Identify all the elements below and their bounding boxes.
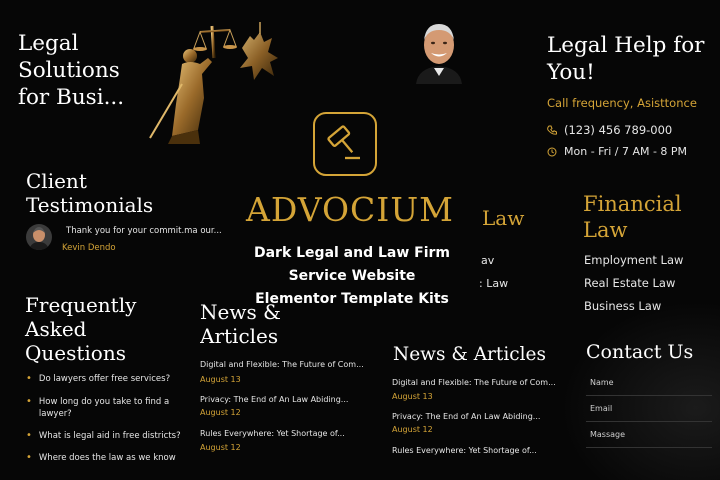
help-title: Legal Help for You!	[547, 33, 705, 85]
tagline-line: Service Website	[288, 268, 416, 284]
law-fragment-item[interactable]: : Law	[479, 277, 509, 290]
faq-item[interactable]	[26, 373, 196, 385]
testimonials-title: Client Testimonials	[26, 169, 154, 217]
faq-question: Do lawyers offer free services?	[38, 374, 171, 384]
law-fragment-item[interactable]: av	[481, 254, 495, 267]
news-item-date: August 12	[200, 443, 241, 452]
faq-question: How long do you take to find a lawyer?	[38, 397, 170, 419]
bullet-icon: •	[26, 373, 32, 384]
news-item-title[interactable]: Digital and Flexible: The Future of Com...	[200, 360, 364, 369]
testimonial-author: Kevin Dendo	[62, 243, 116, 253]
hero-title: Legal Solutions for Busi...	[18, 31, 125, 110]
contact-message-field[interactable]	[586, 426, 712, 448]
lady-justice-statue-image	[142, 18, 302, 146]
name-field-label: Name	[590, 378, 614, 387]
practice-link-real-estate[interactable]: Real Estate Law	[584, 276, 676, 290]
news-item-date: August 13	[392, 392, 433, 401]
contact-title: Contact Us	[586, 341, 694, 363]
news-partial-title: News & Articles	[200, 300, 281, 344]
clock-icon	[547, 147, 557, 157]
law-fragment-title: Law	[482, 206, 525, 230]
practice-link-business[interactable]: Business Law	[584, 299, 662, 313]
news-item-title[interactable]: Privacy: The End of An Law Abiding...	[200, 395, 349, 404]
testimonial-quote: Thank you for your commit.ma our...	[66, 226, 222, 236]
bullet-icon: •	[26, 396, 32, 407]
bullet-icon: •	[26, 452, 32, 463]
news-item-title[interactable]: Privacy: The End of An Law Abiding...	[392, 412, 541, 421]
financial-law-title: Financial Law	[583, 192, 682, 242]
faq-item[interactable]	[26, 396, 196, 420]
email-field-label: Email	[590, 404, 613, 413]
news-item-title[interactable]: Digital and Flexible: The Future of Com...	[392, 378, 556, 387]
practice-link-employment[interactable]: Employment Law	[584, 253, 684, 267]
bullet-icon: •	[26, 430, 32, 441]
news-item-date: August 13	[200, 375, 241, 384]
faq-item[interactable]	[26, 452, 196, 464]
lawyer-portrait-image	[414, 18, 464, 84]
news-title: News & Articles	[393, 344, 546, 365]
faq-question: What is legal aid in free districts?	[38, 431, 181, 441]
gavel-logo-box	[313, 112, 377, 176]
help-phone: (123) 456 789-000	[564, 123, 673, 137]
help-call-text: Call frequency, Asisttonce	[547, 96, 697, 110]
brand-name: ADVOCIUM	[246, 190, 454, 229]
gavel-icon	[315, 114, 375, 174]
contact-name-field[interactable]	[586, 374, 712, 396]
testimonial-avatar	[26, 224, 52, 250]
tagline-line: Elementor Template Kits	[255, 291, 449, 307]
faq-item[interactable]	[26, 430, 196, 442]
news-item-title[interactable]: Rules Everywhere: Yet Shortage of...	[200, 429, 345, 438]
phone-icon	[547, 125, 557, 135]
news-item-date: August 12	[200, 408, 241, 417]
news-item-date: August 12	[392, 425, 433, 434]
faq-question: Where does the law as we know	[38, 453, 176, 463]
news-item-title[interactable]: Rules Everywhere: Yet Shortage of...	[392, 446, 537, 455]
faq-title: Frequently Asked Questions	[25, 293, 137, 365]
message-field-label: Massage	[590, 430, 626, 439]
contact-email-field[interactable]	[586, 400, 712, 422]
help-hours: Mon - Fri / 7 AM - 8 PM	[564, 145, 688, 158]
help-hours-row	[547, 145, 687, 158]
tagline-line: Dark Legal and Law Firm	[253, 245, 451, 261]
help-phone-row[interactable]	[547, 123, 672, 137]
